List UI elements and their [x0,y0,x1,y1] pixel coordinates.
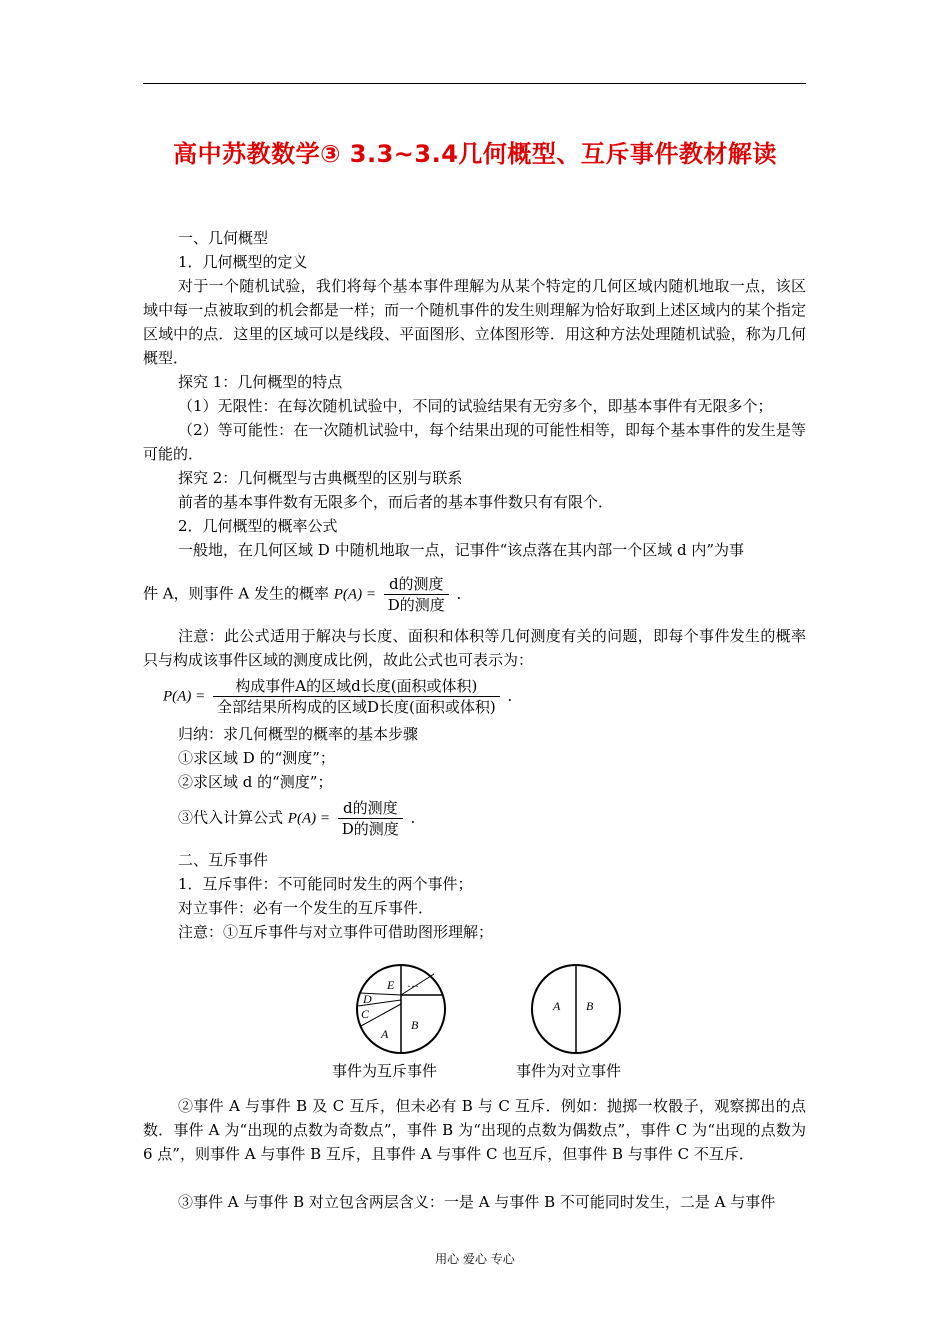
header-rule [143,83,806,84]
page-footer: 用心 爱心 专心 [435,1252,515,1266]
complementary-diagram [529,962,623,1056]
section1-heading: 一、几何概型 [178,229,269,247]
label-c: C [361,1007,370,1021]
general-fraction [213,676,500,717]
complementary-def: 对立事件：必有一个发生的互斥事件． [178,899,434,917]
formula-intro: 一般地，在几何区域 D 中随机地取一点，记事件“该点落在其内部一个区域 d 内”为事 [178,541,745,559]
feature-equal: （2）等可能性：在一次随机试验中，每个结果出现的可能性相等，即每个基本事件的发生是等可能的． [143,421,806,463]
section2-heading: 二、互斥事件 [178,851,269,869]
note-3: ③事件 A 与事件 B 对立包含两层含义：一是 A 与事件 B 不可能同时发生，二是 A 与事件 [178,1193,776,1211]
label-a: A [553,999,561,1013]
step3-numerator: d的测度 [338,798,403,819]
formula-period: ． [456,584,472,603]
subheading-definition: 1．几何概型的定义 [178,253,308,271]
step-1: ①求区域 D 的“测度”； [178,749,335,767]
general-numerator: 构成事件A的区域d长度(面积或体积) [213,676,500,697]
feature-infinite: （1）无限性：在每次随机试验中，不同的试验结果有无穷多个，即基本事件有无限多个； [178,397,773,415]
definition-paragraph: 对于一个随机试验，我们将每个基本事件理解为从某个特定的几何区域内随机地取一点，该区域中每一点被取到的机会都是一样；而一个随机事件的发生则理解为恰好取到上述区域内的某个指定区域中的点．这里的区域可以是线段、平面图形、立体图形等．用这种方法处理随机试验，称为几何概型． [143,277,806,367]
mutually-exclusive-diagram [354,962,448,1056]
probability-formula [143,574,472,615]
fraction-numerator: d的测度 [384,574,449,595]
general-formula [163,676,523,717]
mutually-exclusive-def: 1．互斥事件：不可能同时发生的两个事件； [178,875,473,893]
label-b: B [411,1018,419,1032]
step3-denominator: D的测度 [341,820,399,838]
formula-prefix: 件 A，则事件 A 发生的概率 [143,584,329,603]
subheading-formula: 2．几何概型的概率公式 [178,517,338,535]
formula-fraction [384,574,449,615]
general-period: ． [507,686,523,705]
difference-text: 前者的基本事件数有无限多个，而后者的基本事件数只有有限个． [178,493,614,511]
fraction-denominator: D的测度 [387,596,445,614]
formula-pa: P(A) = [333,586,376,603]
general-pa: P(A) = [163,688,206,705]
step3-period: ． [410,808,426,827]
step3-pa: P(A) = [287,810,330,827]
label-ellipsis: … [407,976,419,990]
explore2-heading: 探究 2：几何概型与古典概型的区别与联系 [178,469,463,487]
caption-complementary: 事件为对立事件 [516,1062,622,1080]
summary-heading: 归纳：求几何概型的概率的基本步骤 [178,725,419,743]
step3-fraction [338,798,403,839]
note-2: ②事件 A 与事件 B 及 C 互斥，但未必有 B 与 C 互斥．例如：抛掷一枚骰子，观察掷出的点数．事件 A 为“出现的点数为奇数点”，事件 B 为“出现的点数为偶数点”，事件 C 为“出现的点数为 6 点”，则事件 A 与事件 B 互斥，且事件 A 与事件 C 也互斥，但事件 B 与事件 C 不互斥． [143,1097,806,1163]
label-e: E [387,978,395,992]
label-b: B [586,999,594,1013]
explore1-heading: 探究 1：几何概型的特点 [178,373,343,391]
document-title: 高中苏教数学③ 3.3~3.4几何概型、互斥事件教材解读 [173,140,777,168]
label-a: A [381,1027,389,1041]
note-1: 注意：①互斥事件与对立事件可借助图形理解； [178,923,494,941]
step-2: ②求区域 d 的“测度”； [178,773,333,791]
step3-text: ③代入计算公式 [178,808,284,827]
general-denominator: 全部结果所构成的区域D长度(面积或体积) [216,698,496,716]
note-paragraph: 注意：此公式适用于解决与长度、面积和体积等几何测度有关的问题，即每个事件发生的概率只与构成该事件区域的测度成比例，故此公式也可表示为： [143,627,806,669]
step-3 [178,798,426,839]
label-d: D [363,992,372,1006]
caption-mutually-exclusive: 事件为互斥事件 [332,1062,438,1080]
